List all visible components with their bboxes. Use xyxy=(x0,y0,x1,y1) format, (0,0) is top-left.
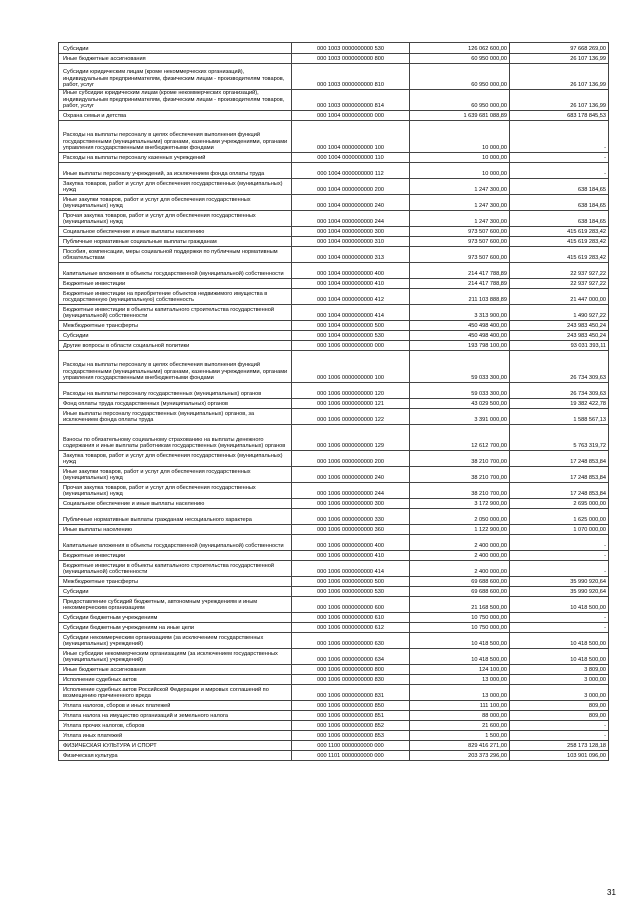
row-code-cell: 000 1004 0000000000 500 xyxy=(292,320,410,330)
table-row xyxy=(59,288,609,304)
row-code-cell: 000 1006 0000000000 600 xyxy=(292,596,410,612)
row-executed-value-cell: 10 418 500,00 xyxy=(510,648,609,664)
table-row xyxy=(59,560,609,576)
row-code-cell: 000 1004 0000000000 410 xyxy=(292,278,410,288)
row-executed-value-cell: 97 668 269,00 xyxy=(510,43,609,54)
row-approved-value-cell: 13 000,00 xyxy=(410,674,510,684)
row-executed-value-cell: 35 990 920,64 xyxy=(510,586,609,596)
row-approved-value-cell: 10 000,00 xyxy=(410,162,510,178)
row-code-cell: 000 1006 0000000000 300 xyxy=(292,498,410,508)
row-executed-value-cell: 3 000,00 xyxy=(510,674,609,684)
row-executed-value-cell: 5 763 319,72 xyxy=(510,424,609,450)
row-code-cell: 000 1004 0000000000 200 xyxy=(292,178,410,194)
row-code-cell: 000 1004 0000000000 414 xyxy=(292,304,410,320)
row-name-cell: Уплата иных платежей xyxy=(59,730,292,740)
row-name-cell: Другие вопросы в области социальной политики xyxy=(59,340,292,350)
row-approved-value-cell: 111 100,00 xyxy=(410,700,510,710)
row-approved-value-cell: 2 400 000,00 xyxy=(410,550,510,560)
row-name-cell: Охрана семьи и детства xyxy=(59,110,292,120)
page-number: 31 xyxy=(607,888,616,897)
row-code-cell: 000 1006 0000000000 121 xyxy=(292,398,410,408)
row-executed-value-cell: 243 983 450,24 xyxy=(510,320,609,330)
row-approved-value-cell: 21 168 500,00 xyxy=(410,596,510,612)
row-name-cell: Межбюджетные трансферты xyxy=(59,320,292,330)
row-name-cell: Иные выплаты персоналу учреждений, за исключением фонда оплаты труда xyxy=(59,162,292,178)
row-approved-value-cell: 2 400 000,00 xyxy=(410,534,510,550)
row-approved-value-cell: 1 122 900,00 xyxy=(410,524,510,534)
row-code-cell: 000 1006 0000000000 400 xyxy=(292,534,410,550)
row-name-cell: Иные бюджетные ассигнования xyxy=(59,664,292,674)
row-name-cell: Расходы на выплаты персоналу казенных учреждений xyxy=(59,152,292,162)
row-name-cell: Межбюджетные трансферты xyxy=(59,576,292,586)
table-row xyxy=(59,320,609,330)
row-executed-value-cell: - xyxy=(510,550,609,560)
row-approved-value-cell: 2 050 000,00 xyxy=(410,508,510,524)
row-name-cell: Расходы на выплаты персоналу в целях обеспечения выполнения функций государственными (муниципальными) органами, казенными учреждениями, органами управления государственными внебюджетными фондами xyxy=(59,350,292,382)
row-approved-value-cell: 60 950 000,00 xyxy=(410,54,510,64)
row-executed-value-cell: - xyxy=(510,622,609,632)
budget-table-page xyxy=(58,42,608,761)
row-name-cell: Бюджетные инвестиции на приобретение объектов недвижимого имущества в государственную (муниципальную) собственность xyxy=(59,288,292,304)
row-approved-value-cell: 69 688 600,00 xyxy=(410,576,510,586)
row-code-cell: 000 1006 0000000000 000 xyxy=(292,340,410,350)
row-executed-value-cell: 3 809,00 xyxy=(510,664,609,674)
row-code-cell: 000 1004 0000000000 310 xyxy=(292,236,410,246)
row-code-cell: 000 1006 0000000000 122 xyxy=(292,408,410,424)
row-approved-value-cell: 450 498 400,00 xyxy=(410,320,510,330)
row-approved-value-cell: 38 210 700,00 xyxy=(410,450,510,466)
row-name-cell: Капитальные вложения в объекты государственной (муниципальной) собственности xyxy=(59,262,292,278)
row-approved-value-cell: 124 100,00 xyxy=(410,664,510,674)
row-name-cell: Публичные нормативные выплаты гражданам несоциального характера xyxy=(59,508,292,524)
row-code-cell: 000 1006 0000000000 414 xyxy=(292,560,410,576)
row-executed-value-cell: 243 983 450,24 xyxy=(510,330,609,340)
row-approved-value-cell: 203 373 296,00 xyxy=(410,750,510,760)
table-row xyxy=(59,710,609,720)
row-executed-value-cell: 638 184,65 xyxy=(510,178,609,194)
row-executed-value-cell: 17 248 853,84 xyxy=(510,466,609,482)
row-approved-value-cell: 10 418 500,00 xyxy=(410,648,510,664)
row-approved-value-cell: 973 507 600,00 xyxy=(410,226,510,236)
row-code-cell: 000 1004 0000000000 244 xyxy=(292,210,410,226)
row-code-cell: 000 1006 0000000000 850 xyxy=(292,700,410,710)
row-name-cell: ФИЗИЧЕСКАЯ КУЛЬТУРА И СПОРТ xyxy=(59,740,292,750)
row-approved-value-cell: 21 600,00 xyxy=(410,720,510,730)
row-executed-value-cell: 1 625 000,00 xyxy=(510,508,609,524)
table-row xyxy=(59,236,609,246)
row-executed-value-cell: 22 937 927,22 xyxy=(510,262,609,278)
row-executed-value-cell: 1 490 927,22 xyxy=(510,304,609,320)
row-name-cell: Иные бюджетные ассигнования xyxy=(59,54,292,64)
row-code-cell: 000 1006 0000000000 630 xyxy=(292,632,410,648)
table-row xyxy=(59,466,609,482)
row-name-cell: Иные закупки товаров, работ и услуг для обеспечения государственных (муниципальных) нужд xyxy=(59,466,292,482)
row-name-cell: Иные закупки товаров, работ и услуг для обеспечения государственных (муниципальных) нужд xyxy=(59,194,292,210)
row-name-cell: Иные выплаты персоналу государственных (муниципальных) органов, за исключением фонда оплаты труда xyxy=(59,408,292,424)
row-code-cell: 000 1003 0000000000 800 xyxy=(292,54,410,64)
row-name-cell: Социальное обеспечение и иные выплаты населению xyxy=(59,498,292,508)
row-name-cell: Расходы на выплаты персоналу государственных (муниципальных) органов xyxy=(59,382,292,398)
row-code-cell: 000 1006 0000000000 851 xyxy=(292,710,410,720)
row-approved-value-cell: 1 500,00 xyxy=(410,730,510,740)
table-row xyxy=(59,674,609,684)
row-executed-value-cell: 2 695 000,00 xyxy=(510,498,609,508)
row-code-cell: 000 1004 0000000000 000 xyxy=(292,110,410,120)
row-executed-value-cell: 1 588 567,13 xyxy=(510,408,609,424)
row-code-cell: 000 1006 0000000000 530 xyxy=(292,586,410,596)
row-executed-value-cell: 809,00 xyxy=(510,710,609,720)
row-name-cell: Бюджетные инвестиции в объекты капитального строительства государственной (муниципальной) собственности xyxy=(59,304,292,320)
row-code-cell: 000 1006 0000000000 360 xyxy=(292,524,410,534)
row-executed-value-cell: 415 619 283,42 xyxy=(510,236,609,246)
row-name-cell: Закупка товаров, работ и услуг для обеспечения государственных (муниципальных) нужд xyxy=(59,178,292,194)
row-approved-value-cell: 59 033 300,00 xyxy=(410,350,510,382)
row-executed-value-cell: 26 734 309,63 xyxy=(510,350,609,382)
row-approved-value-cell: 214 417 788,89 xyxy=(410,262,510,278)
table-row xyxy=(59,304,609,320)
row-approved-value-cell: 193 798 100,00 xyxy=(410,340,510,350)
row-code-cell: 000 1101 0000000000 000 xyxy=(292,750,410,760)
row-executed-value-cell: 258 173 128,18 xyxy=(510,740,609,750)
row-code-cell: 000 1003 0000000000 814 xyxy=(292,90,410,111)
row-approved-value-cell: 3 172 900,00 xyxy=(410,498,510,508)
table-row xyxy=(59,152,609,162)
row-name-cell: Закупка товаров, работ и услуг для обеспечения государственных (муниципальных) нужд xyxy=(59,450,292,466)
table-row xyxy=(59,482,609,498)
table-row xyxy=(59,730,609,740)
row-name-cell: Публичные нормативные социальные выплаты гражданам xyxy=(59,236,292,246)
row-approved-value-cell: 38 210 700,00 xyxy=(410,466,510,482)
row-executed-value-cell: 21 447 000,00 xyxy=(510,288,609,304)
row-executed-value-cell: - xyxy=(510,560,609,576)
table-row xyxy=(59,382,609,398)
row-name-cell: Социальное обеспечение и иные выплаты населению xyxy=(59,226,292,236)
row-name-cell: Прочая закупка товаров, работ и услуг для обеспечения государственных (муниципальных) нужд xyxy=(59,210,292,226)
row-code-cell: 000 1006 0000000000 853 xyxy=(292,730,410,740)
table-row xyxy=(59,586,609,596)
row-executed-value-cell: - xyxy=(510,534,609,550)
row-executed-value-cell: 638 184,65 xyxy=(510,194,609,210)
row-code-cell: 000 1006 0000000000 610 xyxy=(292,612,410,622)
table-row xyxy=(59,64,609,90)
row-approved-value-cell: 2 400 000,00 xyxy=(410,560,510,576)
row-name-cell: Уплата налога на имущество организаций и земельного налога xyxy=(59,710,292,720)
row-approved-value-cell: 10 750 000,00 xyxy=(410,612,510,622)
row-name-cell: Взносы по обязательному социальному страхованию на выплаты денежного содержания и иные выплаты работникам государственных (муниципальных) органов xyxy=(59,424,292,450)
row-name-cell: Иные выплаты населению xyxy=(59,524,292,534)
row-executed-value-cell: 26 734 309,63 xyxy=(510,382,609,398)
table-row xyxy=(59,43,609,54)
table-row xyxy=(59,350,609,382)
row-executed-value-cell: 3 000,00 xyxy=(510,684,609,700)
row-executed-value-cell: 26 107 136,99 xyxy=(510,54,609,64)
row-executed-value-cell: 638 184,65 xyxy=(510,210,609,226)
row-executed-value-cell: - xyxy=(510,120,609,152)
row-name-cell: Субсидии некоммерческим организациям (за исключением государственных (муниципальных) учреждений) xyxy=(59,632,292,648)
row-code-cell: 000 1004 0000000000 412 xyxy=(292,288,410,304)
row-code-cell: 000 1006 0000000000 330 xyxy=(292,508,410,524)
row-approved-value-cell: 43 029 500,00 xyxy=(410,398,510,408)
row-approved-value-cell: 126 062 600,00 xyxy=(410,43,510,54)
table-row xyxy=(59,700,609,710)
table-row xyxy=(59,622,609,632)
row-name-cell: Предоставление субсидий бюджетным, автономным учреждениям и иным некоммерческим организациям xyxy=(59,596,292,612)
table-row xyxy=(59,110,609,120)
table-row xyxy=(59,210,609,226)
table-row xyxy=(59,226,609,236)
row-name-cell: Расходы на выплаты персоналу в целях обеспечения выполнения функций государственными (муниципальными) органами, казенными учреждениями, органами управления государственными внебюджетными фондами xyxy=(59,120,292,152)
row-code-cell: 000 1004 0000000000 110 xyxy=(292,152,410,162)
row-executed-value-cell: - xyxy=(510,612,609,622)
row-name-cell: Физическая культура xyxy=(59,750,292,760)
row-code-cell: 000 1006 0000000000 612 xyxy=(292,622,410,632)
row-name-cell: Иные субсидии некоммерческим организациям (за исключением государственных (муниципальных) учреждений) xyxy=(59,648,292,664)
row-name-cell: Бюджетные инвестиции xyxy=(59,278,292,288)
table-row xyxy=(59,508,609,524)
row-executed-value-cell: 683 178 845,53 xyxy=(510,110,609,120)
row-code-cell: 000 1004 0000000000 100 xyxy=(292,120,410,152)
row-name-cell: Уплата прочих налогов, сборов xyxy=(59,720,292,730)
row-name-cell: Субсидии бюджетным учреждениям xyxy=(59,612,292,622)
row-code-cell: 000 1006 0000000000 200 xyxy=(292,450,410,466)
table-row xyxy=(59,178,609,194)
table-row xyxy=(59,534,609,550)
row-code-cell: 000 1004 0000000000 530 xyxy=(292,330,410,340)
table-row xyxy=(59,424,609,450)
table-row xyxy=(59,162,609,178)
table-row xyxy=(59,612,609,622)
row-approved-value-cell: 214 417 788,89 xyxy=(410,278,510,288)
row-code-cell: 000 1003 0000000000 810 xyxy=(292,64,410,90)
row-code-cell: 000 1006 0000000000 129 xyxy=(292,424,410,450)
row-name-cell: Исполнение судебных актов Российской Федерации и мировых соглашений по возмещению причиненного вреда xyxy=(59,684,292,700)
row-approved-value-cell: 973 507 600,00 xyxy=(410,236,510,246)
row-executed-value-cell: 19 382 422,78 xyxy=(510,398,609,408)
row-name-cell: Субсидии xyxy=(59,43,292,54)
table-row xyxy=(59,398,609,408)
row-name-cell: Уплата налогов, сборов и иных платежей xyxy=(59,700,292,710)
row-code-cell: 000 1006 0000000000 410 xyxy=(292,550,410,560)
row-executed-value-cell: 22 937 927,22 xyxy=(510,278,609,288)
row-executed-value-cell: - xyxy=(510,720,609,730)
row-approved-value-cell: 38 210 700,00 xyxy=(410,482,510,498)
row-code-cell: 000 1006 0000000000 830 xyxy=(292,674,410,684)
table-row xyxy=(59,576,609,586)
row-executed-value-cell: 415 619 283,42 xyxy=(510,246,609,262)
row-code-cell: 000 1006 0000000000 240 xyxy=(292,466,410,482)
row-executed-value-cell: 26 107 136,99 xyxy=(510,90,609,111)
table-row xyxy=(59,450,609,466)
row-code-cell: 000 1003 0000000000 530 xyxy=(292,43,410,54)
row-code-cell: 000 1006 0000000000 852 xyxy=(292,720,410,730)
budget-execution-table xyxy=(58,42,609,761)
row-approved-value-cell: 60 950 000,00 xyxy=(410,90,510,111)
row-name-cell: Капитальные вложения в объекты государственной (муниципальной) собственности xyxy=(59,534,292,550)
row-approved-value-cell: 829 416 271,00 xyxy=(410,740,510,750)
row-name-cell: Субсидии xyxy=(59,330,292,340)
row-name-cell: Прочая закупка товаров, работ и услуг для обеспечения государственных (муниципальных) нужд xyxy=(59,482,292,498)
row-executed-value-cell: 93 031 393,11 xyxy=(510,340,609,350)
table-row xyxy=(59,54,609,64)
row-approved-value-cell: 1 639 681 088,89 xyxy=(410,110,510,120)
row-code-cell: 000 1004 0000000000 240 xyxy=(292,194,410,210)
row-code-cell: 000 1006 0000000000 634 xyxy=(292,648,410,664)
row-approved-value-cell: 973 507 600,00 xyxy=(410,246,510,262)
row-executed-value-cell: 809,00 xyxy=(510,700,609,710)
row-executed-value-cell: 17 248 853,84 xyxy=(510,450,609,466)
table-row xyxy=(59,408,609,424)
row-name-cell: Пособия, компенсации, меры социальной поддержки по публичным нормативным обязательствам xyxy=(59,246,292,262)
table-row xyxy=(59,278,609,288)
row-approved-value-cell: 3 313 900,00 xyxy=(410,304,510,320)
table-row xyxy=(59,750,609,760)
row-name-cell: Субсидии xyxy=(59,586,292,596)
row-code-cell: 000 1006 0000000000 120 xyxy=(292,382,410,398)
row-executed-value-cell: 17 248 853,84 xyxy=(510,482,609,498)
row-code-cell: 000 1004 0000000000 300 xyxy=(292,226,410,236)
row-approved-value-cell: 59 033 300,00 xyxy=(410,382,510,398)
row-code-cell: 000 1006 0000000000 800 xyxy=(292,664,410,674)
row-approved-value-cell: 10 418 500,00 xyxy=(410,632,510,648)
table-row xyxy=(59,632,609,648)
row-executed-value-cell: 1 070 000,00 xyxy=(510,524,609,534)
table-row xyxy=(59,740,609,750)
table-row xyxy=(59,684,609,700)
table-row xyxy=(59,262,609,278)
row-executed-value-cell: - xyxy=(510,730,609,740)
table-row xyxy=(59,90,609,111)
row-code-cell: 000 1006 0000000000 831 xyxy=(292,684,410,700)
table-row xyxy=(59,246,609,262)
row-name-cell: Фонд оплаты труда государственных (муниципальных) органов xyxy=(59,398,292,408)
table-row xyxy=(59,720,609,730)
row-executed-value-cell: 415 619 283,42 xyxy=(510,226,609,236)
table-row xyxy=(59,524,609,534)
row-code-cell: 000 1004 0000000000 313 xyxy=(292,246,410,262)
row-approved-value-cell: 12 612 700,00 xyxy=(410,424,510,450)
row-executed-value-cell: 26 107 136,99 xyxy=(510,64,609,90)
row-approved-value-cell: 211 103 888,89 xyxy=(410,288,510,304)
row-name-cell: Субсидии юридическим лицам (кроме некоммерческих организаций), индивидуальным предпринимателям, физическим лицам - производителям товаров, работ, услуг xyxy=(59,64,292,90)
row-approved-value-cell: 1 247 300,00 xyxy=(410,210,510,226)
row-code-cell: 000 1006 0000000000 244 xyxy=(292,482,410,498)
row-code-cell: 000 1006 0000000000 500 xyxy=(292,576,410,586)
row-executed-value-cell: - xyxy=(510,162,609,178)
row-code-cell: 000 1004 0000000000 400 xyxy=(292,262,410,278)
row-approved-value-cell: 88 000,00 xyxy=(410,710,510,720)
row-code-cell: 000 1004 0000000000 112 xyxy=(292,162,410,178)
table-row xyxy=(59,664,609,674)
row-code-cell: 000 1100 0000000000 000 xyxy=(292,740,410,750)
row-name-cell: Исполнение судебных актов xyxy=(59,674,292,684)
row-approved-value-cell: 10 000,00 xyxy=(410,120,510,152)
table-row xyxy=(59,596,609,612)
row-approved-value-cell: 1 247 300,00 xyxy=(410,194,510,210)
row-name-cell: Иные субсидии юридическим лицам (кроме некоммерческих организаций), индивидуальным предпринимателям, физическим лицам - производителям товаров, работ, услуг xyxy=(59,90,292,111)
row-approved-value-cell: 450 498 400,00 xyxy=(410,330,510,340)
table-row xyxy=(59,120,609,152)
table-row xyxy=(59,194,609,210)
row-approved-value-cell: 13 000,00 xyxy=(410,684,510,700)
table-row xyxy=(59,330,609,340)
row-approved-value-cell: 1 247 300,00 xyxy=(410,178,510,194)
table-body xyxy=(59,43,609,761)
row-name-cell: Субсидии бюджетным учреждениям на иные цели xyxy=(59,622,292,632)
row-approved-value-cell: 10 000,00 xyxy=(410,152,510,162)
row-approved-value-cell: 3 391 000,00 xyxy=(410,408,510,424)
row-executed-value-cell: 103 901 096,00 xyxy=(510,750,609,760)
table-row xyxy=(59,340,609,350)
table-row xyxy=(59,498,609,508)
row-executed-value-cell: 10 418 500,00 xyxy=(510,632,609,648)
row-code-cell: 000 1006 0000000000 100 xyxy=(292,350,410,382)
table-row xyxy=(59,550,609,560)
row-approved-value-cell: 60 950 000,00 xyxy=(410,64,510,90)
row-name-cell: Бюджетные инвестиции xyxy=(59,550,292,560)
row-executed-value-cell: 35 990 920,64 xyxy=(510,576,609,586)
table-row xyxy=(59,648,609,664)
row-executed-value-cell: - xyxy=(510,152,609,162)
row-approved-value-cell: 10 750 000,00 xyxy=(410,622,510,632)
row-name-cell: Бюджетные инвестиции в объекты капитального строительства государственной (муниципальной) собственности xyxy=(59,560,292,576)
row-executed-value-cell: 10 418 500,00 xyxy=(510,596,609,612)
row-approved-value-cell: 69 688 600,00 xyxy=(410,586,510,596)
